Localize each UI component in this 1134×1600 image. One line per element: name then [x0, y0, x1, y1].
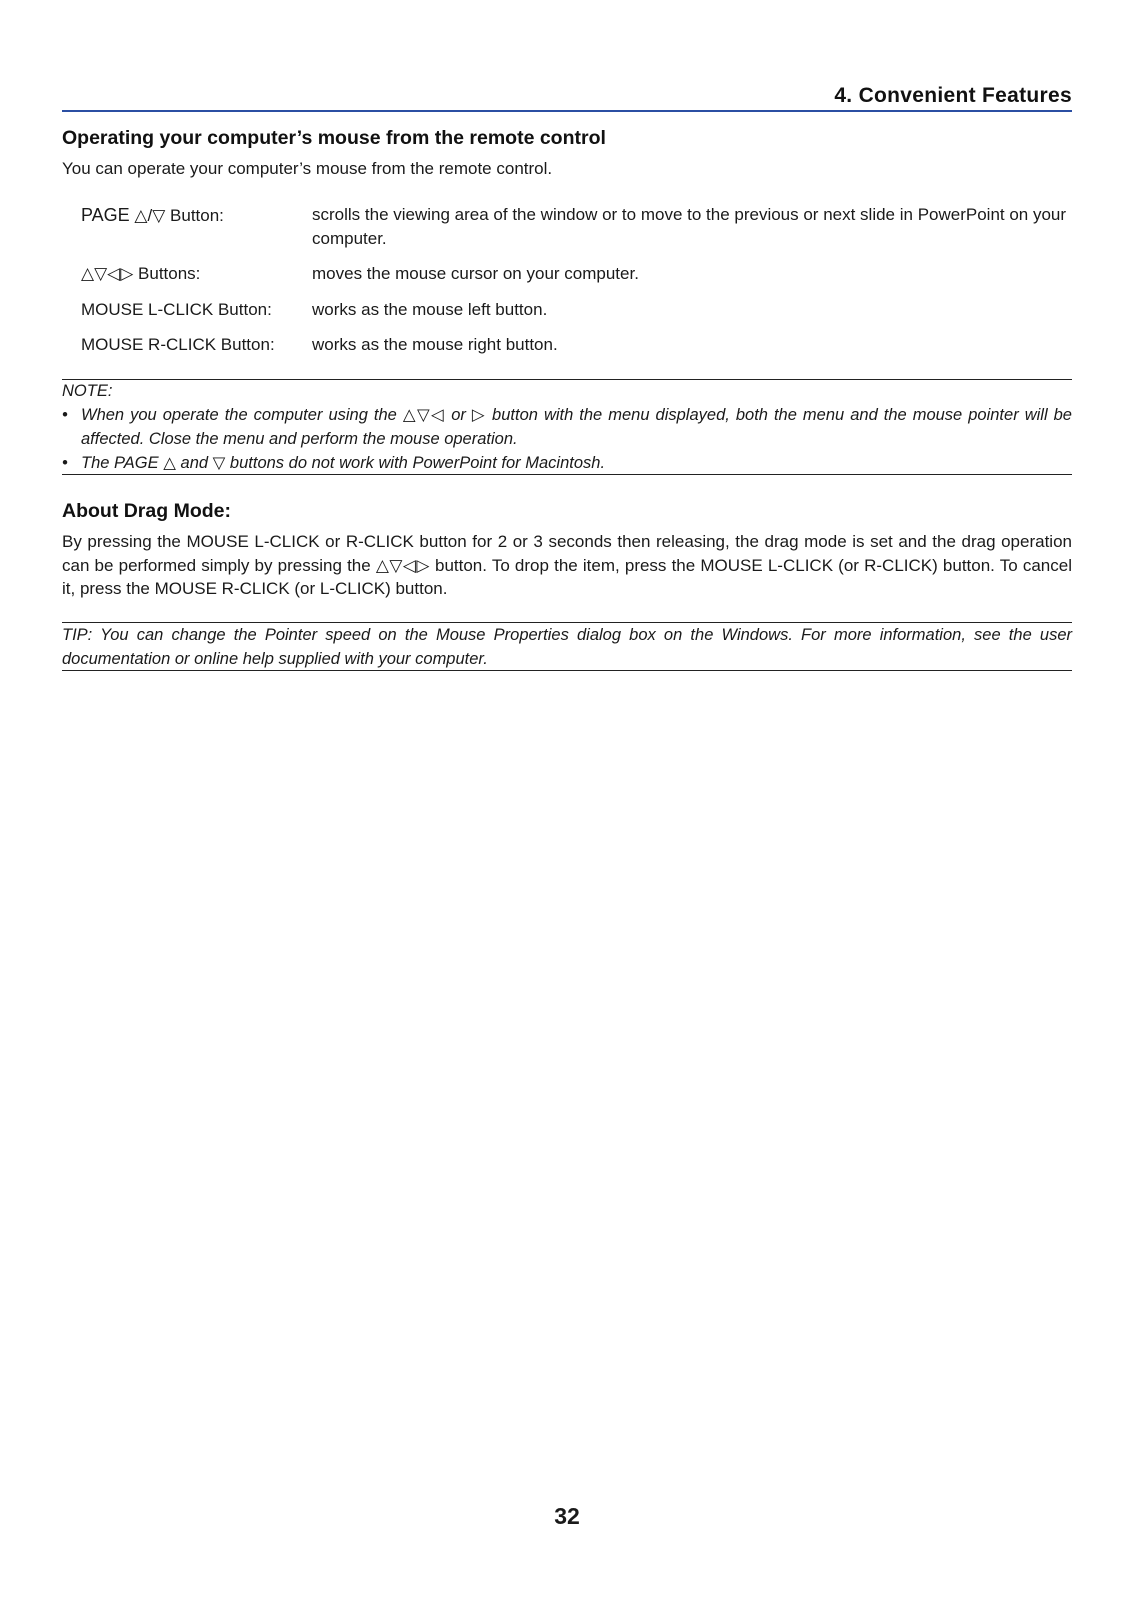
term-arrow-buttons	[81, 262, 200, 286]
arrow-buttons-icon: △▽◁▷	[81, 264, 134, 283]
note-text-part: buttons do not work with PowerPoint for Macintosh.	[225, 454, 606, 472]
note-text-part: When you operate the computer using the	[81, 406, 403, 424]
term-suffix: Button:	[165, 206, 224, 225]
note-top-rule	[62, 379, 1072, 380]
note-text-part: and	[175, 454, 213, 472]
tip-block	[62, 623, 1072, 671]
up-arrow-icon: △	[163, 454, 176, 472]
definition: works as the mouse left button.	[312, 300, 548, 319]
note-item	[62, 451, 1072, 475]
down-arrow-icon: ▽	[212, 454, 226, 472]
right-arrow-icon: ▷	[471, 406, 487, 424]
definition: scrolls the viewing area of the window or to move to the previous or next slide in PowerPoint on your computer.	[312, 205, 1067, 248]
manual-page	[62, 0, 1072, 1600]
section-title-mouse: Operating your computer’s mouse from the remote control	[62, 127, 606, 149]
note-text	[81, 451, 1072, 475]
section-intro: You can operate your computer’s mouse from the remote control.	[62, 159, 553, 178]
term-suffix: Buttons:	[133, 264, 201, 283]
note-text-part: or	[445, 406, 472, 424]
bullet: •	[62, 406, 68, 424]
up-down-arrows-icon: △/▽	[134, 206, 166, 225]
term-mouse-l-click: MOUSE L-CLICK Button:	[81, 300, 272, 319]
note-text	[81, 403, 1072, 451]
note-text-part: button with the menu displayed, both the menu and the mouse pointer will be affected. Close the menu and perform the mouse operation.	[81, 406, 1072, 448]
body-text-part: button. To drop the item, press the MOUSE L-CLICK (or R-CLICK) button. To cancel it, press the MOUSE R-CLICK (or L-CLICK) button.	[62, 555, 1072, 598]
tip-text: TIP: You can change the Pointer speed on the Mouse Properties dialog box on the Windows. For more information, see the user documentation or online help supplied with your computer.	[62, 626, 1072, 668]
drag-mode-body	[62, 530, 1072, 601]
chapter-heading: 4. Convenient Features	[834, 84, 1072, 107]
section-title-drag: About Drag Mode:	[62, 500, 231, 522]
definition: works as the mouse right button.	[312, 335, 558, 354]
arrow-buttons-icon: △▽◁	[402, 406, 446, 424]
arrow-buttons-icon: △▽◁▷	[375, 555, 430, 575]
page-label: PAGE	[81, 205, 130, 225]
tip-bottom-rule	[62, 670, 1072, 671]
term-mouse-r-click: MOUSE R-CLICK Button:	[81, 335, 275, 354]
term-page-button	[81, 203, 224, 228]
bullet: •	[62, 454, 68, 472]
note-bottom-rule	[62, 474, 1072, 475]
header-rule	[62, 110, 1072, 112]
body-text-part: By pressing the MOUSE L-CLICK or R-CLICK button for 2 or 3 seconds then releasing, the drag mode is set and the drag operation can be performed simply by pressing the	[62, 532, 1072, 575]
page-number: 32	[554, 1503, 580, 1529]
note-text-part: The PAGE	[81, 454, 164, 472]
note-item	[62, 403, 1072, 451]
note-label: NOTE:	[62, 382, 113, 400]
definition: moves the mouse cursor on your computer.	[312, 264, 639, 283]
